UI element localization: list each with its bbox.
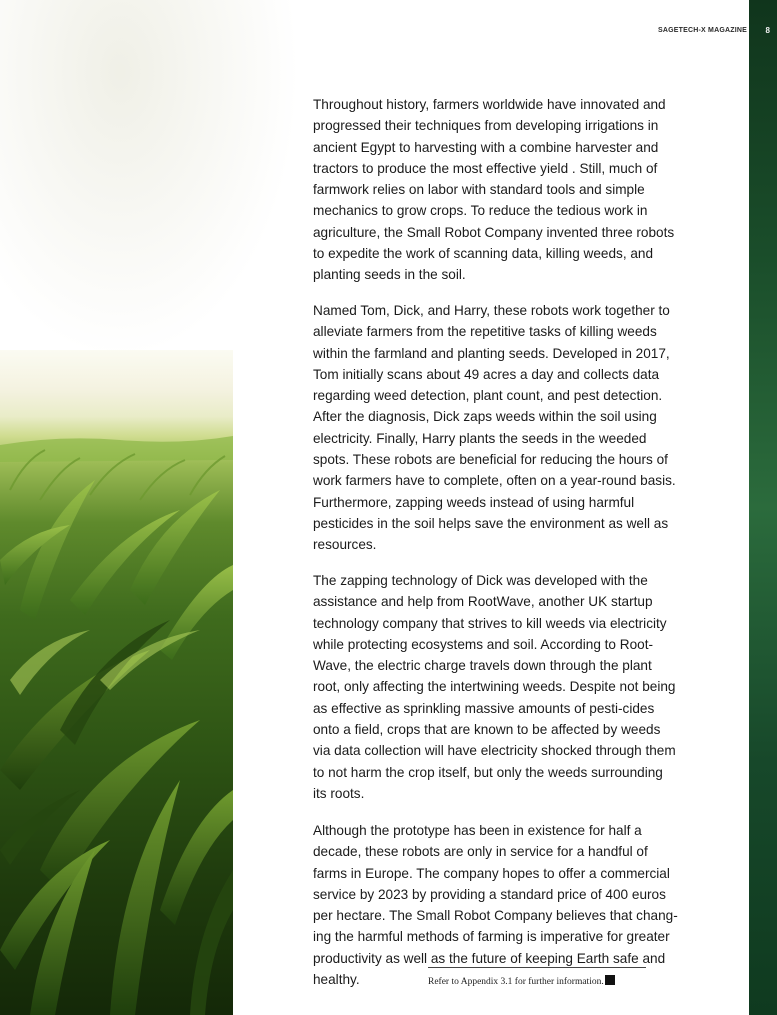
magazine-title: SAGETECH-X MAGAZINE: [658, 27, 747, 34]
footnote-text: Refer to Appendix 3.1 for further information.: [428, 977, 604, 987]
background-haze: [0, 0, 300, 360]
page-number: 8: [765, 26, 770, 35]
corn-field-photo: [0, 350, 233, 1015]
footnote-rule: [428, 967, 646, 968]
article-paragraph: Named Tom, Dick, and Harry, these robots work together to alleviate farmers from the repetitive tasks of killing weeds within the farmland and planting seeds. Developed in 2017, Tom initially scans about 49 acres a day and collects data regarding weed detection, plant count, and pest detection. After the diagnosis, Dick zaps weeds within the soil using electricity. Finally, Harry plants the seeds in the weeded spots. These robots are beneficial for reducing the hours of work farmers have to complete, often on a year-round basis. Furthermore, zapping weeds instead of using harmful pesticides in the soil helps save the environment as well as resources.: [313, 303, 676, 553]
green-side-strip: [749, 0, 777, 1015]
footnote: [428, 967, 650, 989]
corn-leaves-illustration: [0, 350, 233, 1015]
article-paragraph: The zapping technology of Dick was developed with the assistance and help from RootWave, another UK startup technology company that strives to kill weeds via electricity while protecting ecosystems and soil. According to Root-Wave, the electric charge travels down through the plant root, only affecting the intertwining weeds. Despite not being as effective as sprinkling massive amounts of pesti-cides onto a field, crops that are known to be affected by weeds via data collection will have electricity shocked through them to not harm the crop itself, but only the weeds surrounding its roots.: [313, 573, 676, 801]
article-paragraph: Although the prototype has been in existence for half a decade, these robots are only in service for a handful of farms in Europe. The company hopes to offer a commercial service by 2023 by providing a standard price of 400 euros per hectare. The Small Robot Company believes that chang-ing the harmful methods of farming is imperative for greater productivity as well as the future of keeping Earth safe and healthy.: [313, 823, 678, 988]
end-mark-icon: [605, 975, 615, 985]
article-paragraph: Throughout history, farmers worldwide have innovated and progressed their techniques from developing irrigations in ancient Egypt to harvesting with a combine harvester and tractors to produce the most effective yield . Still, much of farmwork relies on labor with standard tools and simple mechanics to grow crops. To reduce the tedious work in agriculture, the Small Robot Company invented three robots to expedite the work of scanning data, killing weeds, and planting seeds in the soil.: [313, 97, 675, 283]
